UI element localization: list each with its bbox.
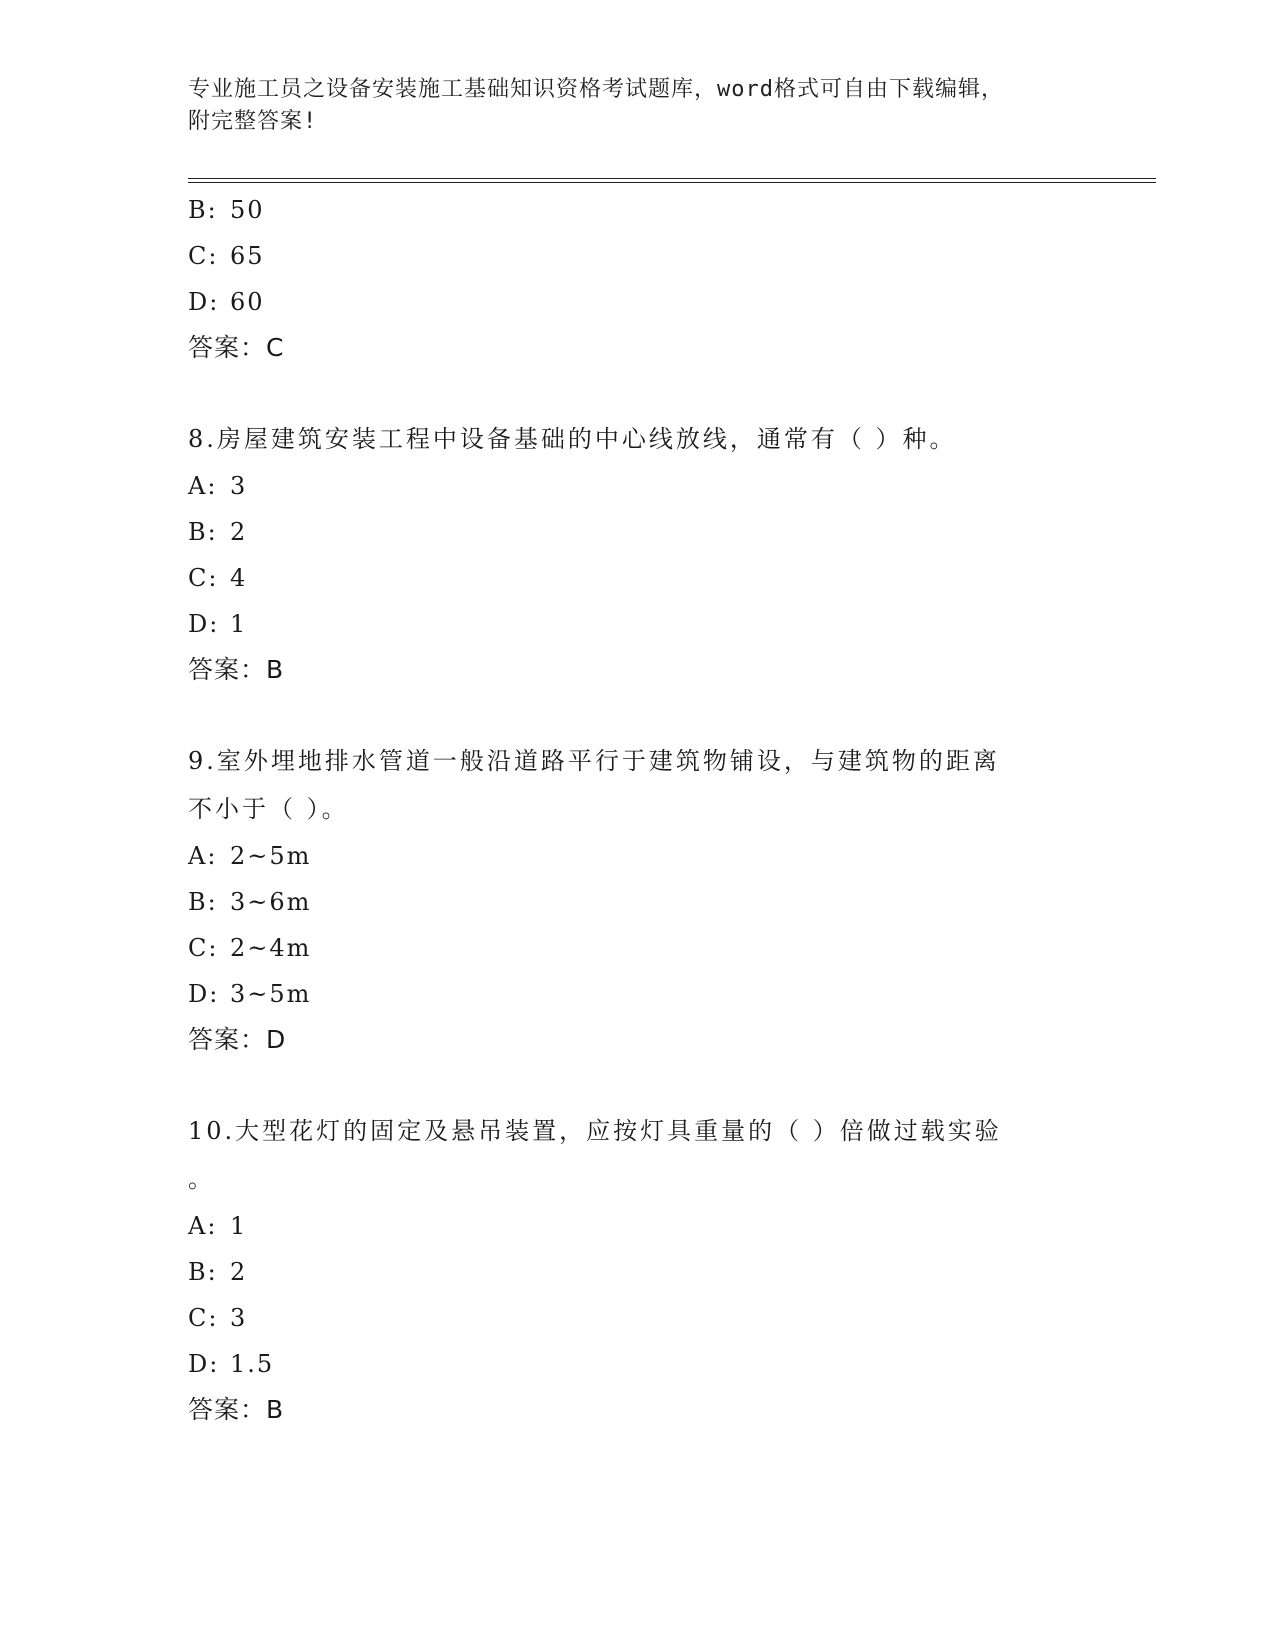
answer-line: 答案：B bbox=[188, 1395, 285, 1424]
option-line: C: 2~4m bbox=[188, 934, 312, 962]
option-line: C: 65 bbox=[188, 242, 265, 270]
question-text: 8.房屋建筑安装工程中设备基础的中心线放线，通常有（ ）种。 bbox=[188, 425, 957, 453]
option-line: C: 3 bbox=[188, 1304, 248, 1332]
header-line-1: 专业施工员之设备安装施工基础知识资格考试题库，word格式可自由下载编辑， bbox=[188, 77, 1004, 102]
option-line: D: 60 bbox=[188, 288, 265, 316]
header-divider bbox=[188, 178, 1156, 183]
document-header bbox=[188, 74, 1088, 138]
option-line: D: 1 bbox=[188, 610, 248, 638]
question-text-continued: 。 bbox=[188, 1165, 215, 1193]
question-block-8 bbox=[188, 415, 1088, 693]
option-line: A: 2~5m bbox=[188, 842, 312, 870]
option-line: D: 3~5m bbox=[188, 980, 312, 1008]
spacer bbox=[188, 371, 1088, 415]
option-line: B: 3~6m bbox=[188, 888, 312, 916]
prev-question-block bbox=[188, 187, 1088, 371]
question-block-9 bbox=[188, 737, 1088, 1063]
spacer bbox=[188, 693, 1088, 737]
answer-line: 答案：C bbox=[188, 333, 285, 362]
question-text-continued: 不小于（ ）。 bbox=[188, 795, 349, 823]
question-list bbox=[188, 187, 1088, 1433]
header-line-2: 附完整答案! bbox=[188, 109, 318, 134]
question-block-10 bbox=[188, 1107, 1088, 1433]
option-line: D: 1.5 bbox=[188, 1350, 275, 1378]
question-text: 9.室外埋地排水管道一般沿道路平行于建筑物铺设，与建筑物的距离 bbox=[188, 747, 1000, 775]
answer-line: 答案：B bbox=[188, 655, 285, 684]
option-line: B: 2 bbox=[188, 1258, 248, 1286]
option-line: B: 50 bbox=[188, 196, 265, 224]
option-line: B: 2 bbox=[188, 518, 248, 546]
spacer bbox=[188, 1063, 1088, 1107]
option-line: C: 4 bbox=[188, 564, 248, 592]
question-text: 10.大型花灯的固定及悬吊装置，应按灯具重量的（ ）倍做过载实验 bbox=[188, 1117, 1002, 1145]
option-line: A: 1 bbox=[188, 1212, 248, 1240]
answer-line: 答案：D bbox=[188, 1025, 287, 1054]
option-line: A: 3 bbox=[188, 472, 248, 500]
